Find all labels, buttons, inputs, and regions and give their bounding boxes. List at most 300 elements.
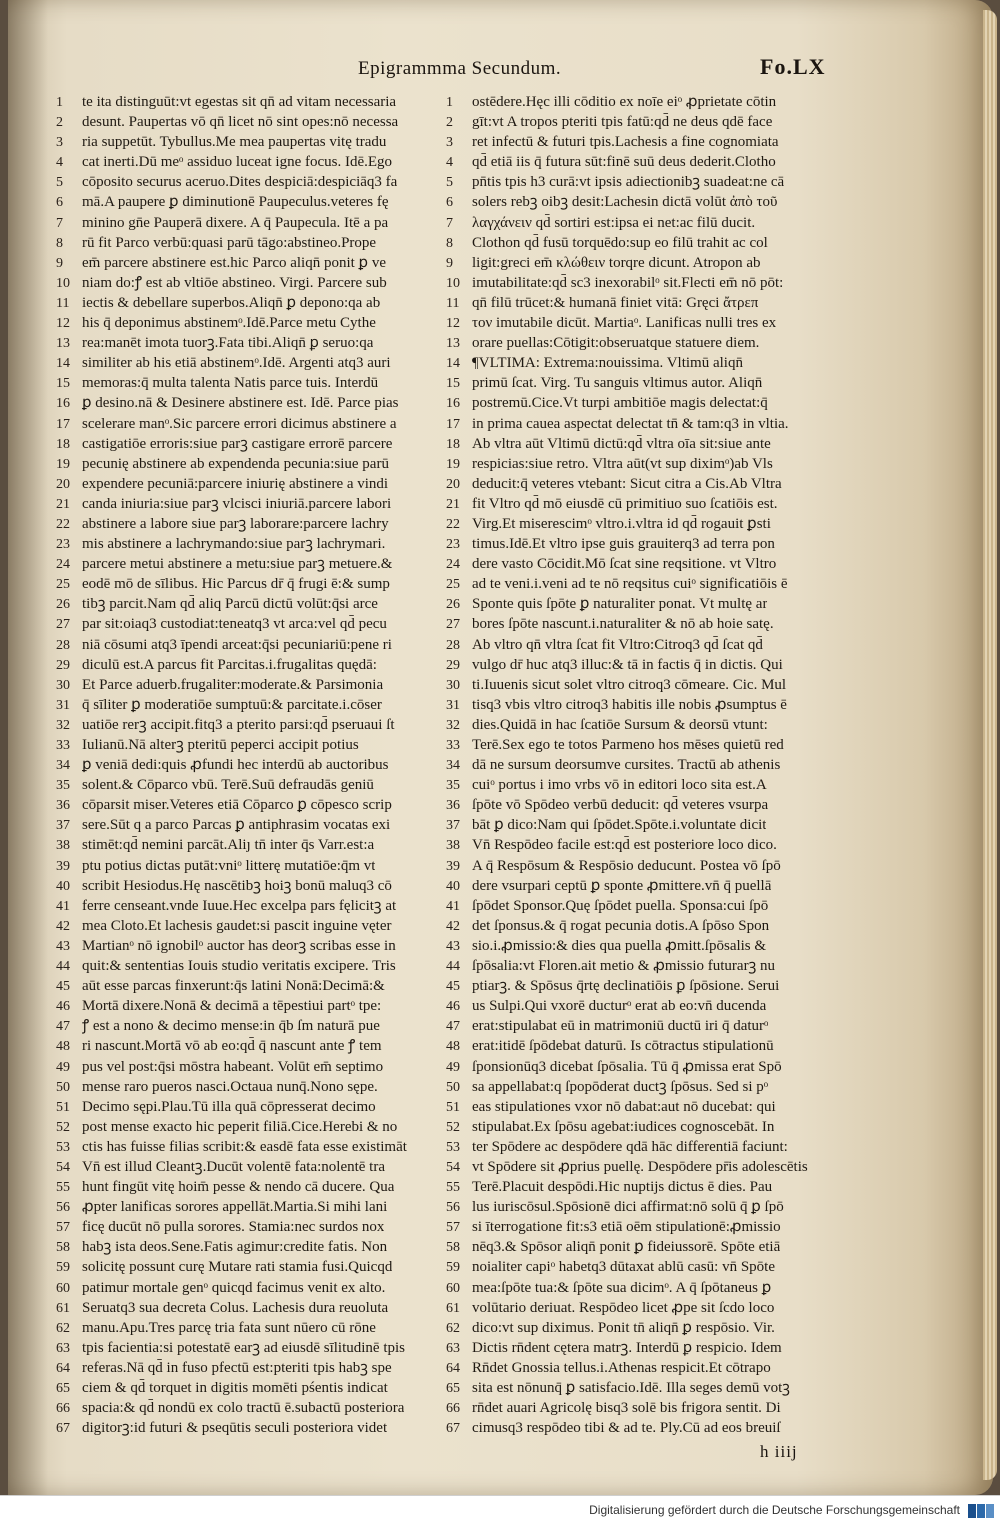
line-number: 61 (56, 1300, 70, 1316)
line-text: fit Vltro qd̄ mō eiusdē cū primitiuo suo ſcatiōis est. (472, 495, 778, 512)
line-text: Virg.Et miserescimᵒ vltro.i.vltra id qd̄ rogauit ꝑsti (472, 515, 771, 532)
text-line (446, 1077, 846, 1097)
text-line (446, 976, 846, 996)
text-line (56, 474, 444, 494)
text-line (56, 1298, 444, 1318)
line-number: 38 (446, 838, 460, 854)
text-line (446, 1157, 846, 1177)
line-number: 36 (56, 798, 70, 814)
text-line (56, 835, 444, 855)
line-number: 12 (446, 316, 460, 332)
text-line (446, 795, 846, 815)
line-text: ꝓpter lanificas sorores appellāt.Martia.Si mihi lani (82, 1199, 388, 1216)
text-line (446, 735, 846, 755)
line-text: Terē.Placuit despōdi.Hic nuptijs dictus ē dies. Pau (472, 1179, 773, 1196)
line-text: ret infectū & futuri tpis.Lachesis a fine cognomiata (472, 134, 779, 151)
line-number: 55 (56, 1180, 70, 1196)
line-text: Sponte quis ſpōte ꝑ naturaliter ponat. Vt multę ar (472, 596, 768, 613)
line-number: 5 (56, 175, 63, 191)
line-number: 8 (446, 235, 453, 251)
text-line (446, 1177, 846, 1197)
text-line (56, 373, 444, 393)
line-text: tibꝫ parcit.Nam qd̄ aliq Parcū dictū volūt:q̄si arce (82, 596, 378, 613)
text-line (446, 1036, 846, 1056)
text-line (446, 896, 846, 916)
line-number: 59 (446, 1260, 460, 1276)
line-text: habꝫ ista deos.Sene.Fatis agimur:credite fatis. Non (82, 1239, 388, 1256)
line-text: bāt ꝑ dico:Nam qui ſpōdet.Spōte.i.voluntate dicit (472, 817, 767, 834)
line-number: 16 (446, 396, 460, 412)
line-number: 2 (446, 115, 453, 131)
line-number: 63 (446, 1340, 460, 1356)
line-number: 30 (56, 677, 70, 693)
text-line (446, 695, 846, 715)
line-number: 23 (446, 537, 460, 553)
text-line (446, 192, 846, 212)
text-line (56, 1016, 444, 1036)
line-text: si īterrogatione fit:s3 etiā oēm stipulationē:ꝓmissio (472, 1219, 781, 1236)
line-number: 4 (56, 155, 63, 171)
text-line (446, 233, 846, 253)
line-text: ciem & qd̄ torquet in digitis momēti pśentis indicat (82, 1380, 388, 1396)
text-line (56, 192, 444, 212)
funding-notice: Digitalisierung gefördert durch die Deutsche Forschungsgemeinschaft (589, 1503, 960, 1517)
line-text: referas.Nā qd̄ in fuso pfectū est:pteriti tpis habꝫ spe (82, 1359, 392, 1376)
line-text: his q̄ deponimus abstinemᵒ.Idē.Parce metu Cythe (82, 315, 376, 332)
text-line (56, 1378, 444, 1398)
line-text: uatiōe rerꝫ accipit.fitq3 a pterito parsi:qd̄ pseruaui ſt (82, 716, 395, 733)
line-text: orare puellas:Cōtigit:obseruatque statuere diem. (472, 335, 760, 352)
text-line (446, 494, 846, 514)
line-text: Dictis rn̄dent cętera matrꝫ. Interdū ꝑ respicio. Idem (472, 1339, 782, 1356)
line-number: 49 (446, 1059, 460, 1075)
line-number: 60 (56, 1280, 70, 1296)
line-text: lus iuriscōsul.Spōsionē dici affirmat:nō solū q̄ ꝑ ſpō (472, 1199, 784, 1216)
line-number: 63 (56, 1340, 70, 1356)
line-number: 28 (56, 637, 70, 653)
line-text: parcere metui abstinere a metu:siue parꝫ metuere.& (82, 556, 393, 573)
line-text: Ab vltro qn̄ vltra ſcat fit Vltro:Citroq3 qd̄ ſcat qd̄ (472, 636, 763, 653)
text-line (56, 152, 444, 172)
line-text: mā.A paupere ꝑ diminutionē Paupeculus.veteres fę (82, 194, 389, 211)
line-text: mense raro pueros nasci.Octaua nunq̄.Nono sępe. (82, 1078, 378, 1095)
text-line (56, 1278, 444, 1298)
line-text: Ab vltra aūt Vltimū dictū:qd̄ vltra oīa sit:siue ante (472, 435, 771, 452)
line-number: 14 (446, 356, 460, 372)
text-line (446, 293, 846, 313)
line-text: scelerare manᵒ.Sic parcere errori dicimus abstinere a (82, 415, 397, 432)
line-number: 38 (56, 838, 70, 854)
line-number: 62 (446, 1320, 460, 1336)
line-number: 48 (56, 1039, 70, 1055)
line-number: 18 (446, 436, 460, 452)
line-number: 26 (56, 597, 70, 613)
line-number: 50 (446, 1079, 460, 1095)
line-number: 43 (56, 938, 70, 954)
text-line (56, 253, 444, 273)
line-text: eodē mō de sīlibus. Hic Parcus dr̄ q̄ frugi ē:& sump (82, 576, 390, 593)
line-text: ptu potius dictas putāt:vniᵒ litterę mutatiōe:q̄m vt (82, 857, 376, 874)
text-line (56, 1418, 444, 1438)
line-text: dā ne sursum deorsumve cursites. Tractū ab athenis (472, 757, 781, 774)
line-text: par sit:oiaq3 custodiat:teneatq3 vt arca:vel qd̄ pecu (82, 616, 387, 633)
text-line (56, 594, 444, 614)
line-text: ferre censeant.vnde Iuue.Hec excelpa pars fęlicitꝫ at (82, 897, 397, 914)
line-text: Clothon qd̄ fusū torquēdo:sup eo filū trahit ac col (472, 234, 768, 251)
line-text: ꝑ desino.nā & Desinere abstinere est. Idē. Parce pias (82, 395, 399, 412)
text-line (446, 1318, 846, 1338)
text-line (56, 1358, 444, 1378)
line-number: 61 (446, 1300, 460, 1316)
line-text: ꝭ est a nono & decimo mense:in q̄b ſm naturā pue (82, 1018, 380, 1035)
line-text: respicias:siue retro. Vltra aūt(vt sup diximᵒ)ab Vls (472, 455, 773, 472)
line-number: 41 (446, 898, 460, 914)
line-number: 18 (56, 436, 70, 452)
line-number: 51 (446, 1099, 460, 1115)
footer-bar (0, 1495, 1000, 1526)
line-text: dico:vt sup diximus. Ponit tn̄ aliqn̄ ꝑ respōsio. Vir. (472, 1319, 775, 1336)
text-line (446, 1378, 846, 1398)
line-number: 45 (446, 979, 460, 995)
line-number: 65 (446, 1381, 460, 1396)
line-number: 50 (56, 1079, 70, 1095)
line-number: 55 (446, 1180, 460, 1196)
line-number: 19 (56, 456, 70, 472)
text-line (56, 92, 444, 112)
line-text: desunt. Paupertas vō qn̄ licet nō sint opes:nō necessa (82, 114, 399, 131)
text-line (446, 92, 846, 112)
line-number: 23 (56, 537, 70, 553)
line-text: λαγχάνειν qd̄ sortiri est:ipsa ei net:ac filū ducit. (472, 214, 756, 231)
text-line (446, 172, 846, 192)
right-text-column (446, 92, 846, 1438)
line-text: mis abstinere a lachrymando:siue parꝫ lachrymari. (82, 536, 386, 553)
line-number: 44 (446, 959, 460, 975)
line-text: tisq3 vbis vltro citroq3 habitis ille nobis ꝓsumptus ē (472, 696, 787, 713)
text-line (446, 1257, 846, 1277)
text-line (56, 132, 444, 152)
text-line (56, 755, 444, 775)
line-text: ri nascunt.Mortā vō ab eo:qd̄ q̄ nascunt ante ꝭ tem (82, 1038, 382, 1055)
text-line (56, 1338, 444, 1358)
text-line (56, 393, 444, 413)
line-number: 9 (56, 255, 63, 271)
text-line (446, 956, 846, 976)
text-line (446, 213, 846, 233)
text-line (446, 715, 846, 735)
line-number: 57 (56, 1220, 70, 1236)
line-number: 10 (56, 275, 70, 291)
line-text: post mense exacto hic peperit filiā.Cice.Herebi & no (82, 1118, 398, 1135)
line-number: 40 (446, 878, 460, 894)
text-line (56, 213, 444, 233)
text-line (56, 353, 444, 373)
text-line (446, 253, 846, 273)
line-number: 34 (56, 758, 70, 774)
text-line (56, 1398, 444, 1418)
line-number: 35 (446, 778, 460, 794)
text-line (56, 695, 444, 715)
text-line (446, 1117, 846, 1137)
line-text: spacia:& qd̄ nondū ex colo tractū ē.subactū posteriora (82, 1400, 405, 1417)
text-line (56, 876, 444, 896)
text-line (446, 554, 846, 574)
text-line (56, 896, 444, 916)
line-number: 25 (56, 577, 70, 593)
line-text: ficę ducūt nō pulla sorores. Stamia:nec surdos nox (82, 1219, 385, 1236)
line-text: rū fit Parco verbū:quasi parū tāgo:abstineo.Prope (82, 234, 377, 251)
line-number: 15 (446, 376, 460, 392)
text-line (56, 1257, 444, 1277)
text-line (446, 132, 846, 152)
line-number: 67 (446, 1421, 460, 1437)
line-number: 13 (56, 336, 70, 352)
line-number: 16 (56, 396, 70, 412)
text-line (446, 112, 846, 132)
text-line (446, 936, 846, 956)
line-text: ligit:greci em̄ κλώθειν torqre dicunt. Atropon ab (472, 254, 761, 271)
line-number: 26 (446, 597, 460, 613)
line-text: pn̄tis tpis h3 curā:vt ipsis adiectionibꝫ suadeat:ne cā (472, 174, 785, 191)
line-text: aūt esse parcas finxerunt:q̄s latini Nonā:Decimā:& (82, 978, 385, 995)
text-line (56, 414, 444, 434)
line-number: 37 (446, 818, 460, 834)
text-line (56, 233, 444, 253)
line-text: solicitę possunt curę Mutare rati stamia fusi.Quicqd (82, 1259, 393, 1276)
line-text: eas stipulationes vxor nō dabat:aut nō ducebat: qui (472, 1098, 776, 1115)
text-line (446, 333, 846, 353)
line-number: 52 (56, 1119, 70, 1135)
line-number: 66 (446, 1401, 460, 1417)
line-number: 30 (446, 677, 460, 693)
text-line (56, 655, 444, 675)
line-text: erat:itidē ſpōdebat daturū. Is cōtractus stipulationū (472, 1038, 774, 1055)
page-edges (983, 10, 997, 1480)
line-text: cat inerti.Dū meᵒ assiduo luceat igne focus. Idē.Ego (82, 154, 393, 171)
text-line (446, 655, 846, 675)
line-number: 66 (56, 1401, 70, 1417)
line-number: 65 (56, 1381, 70, 1396)
line-number: 41 (56, 898, 70, 914)
line-text: vulgo dr̄ huc atq3 illuc:& tā in factis q̄ in dictis. Qui (472, 656, 783, 673)
text-line (446, 876, 846, 896)
text-line (446, 1217, 846, 1237)
text-line (446, 534, 846, 554)
line-number: 58 (56, 1240, 70, 1256)
line-number: 29 (446, 657, 460, 673)
text-line (446, 353, 846, 373)
text-line (446, 916, 846, 936)
line-number: 36 (446, 798, 460, 814)
line-text: ¶VLTIMA: Extrema:nouissima. Vltimū aliqn̄ (472, 355, 743, 372)
text-line (56, 675, 444, 695)
line-number: 37 (56, 818, 70, 834)
line-text: volūtario deriuat. Respōdeo licet ꝓpe sit ſcdo loco (472, 1299, 775, 1316)
left-text-column (56, 92, 444, 1438)
line-text: stimēt:qd̄ nemini parcāt.Aliȷ tn̄ inter q̄s Varr.est:a (82, 837, 375, 854)
line-text: ſpōte vō Spōdeo verbū deducit: qd̄ veteres vsurpa (472, 797, 769, 814)
text-line (56, 976, 444, 996)
text-line (446, 1338, 846, 1358)
line-number: 13 (446, 336, 460, 352)
text-line (446, 996, 846, 1016)
text-line (446, 514, 846, 534)
line-number: 46 (56, 999, 70, 1015)
line-number: 59 (56, 1260, 70, 1276)
text-line (56, 1197, 444, 1217)
line-number: 1 (56, 95, 63, 110)
line-number: 42 (56, 918, 70, 934)
line-text: quit:& sententias Iouis studio veritatis excipere. Tris (82, 958, 396, 975)
line-number: 35 (56, 778, 70, 794)
text-line (446, 1097, 846, 1117)
line-text: ꝑ veniā dedi:quis ꝓfundi hec interdū ab auctoribus (82, 757, 389, 774)
line-number: 5 (446, 175, 453, 191)
line-number: 1 (446, 95, 453, 110)
line-text: deducit:q̄ veteres vtebant: Sicut citra a Cis.Ab Vltra (472, 475, 782, 492)
line-number: 42 (446, 918, 460, 934)
text-line (56, 956, 444, 976)
line-number: 45 (56, 979, 70, 995)
text-line (56, 614, 444, 634)
text-line (56, 996, 444, 1016)
text-line (446, 635, 846, 655)
text-line (56, 534, 444, 554)
line-text: qn̄ filū trūcet:& humanā finiet vitā: Gręci ἄτρεπ (472, 294, 759, 311)
line-text: canda iniuria:siue parꝫ vlcisci iniuriā.parcere labori (82, 495, 392, 512)
book-page (8, 0, 993, 1495)
text-line (446, 393, 846, 413)
text-line (56, 112, 444, 132)
line-text: ti.Iuuenis sicut solet vltro citroq3 cōmeare. Cic. Mul (472, 676, 787, 693)
line-number: 40 (56, 878, 70, 894)
text-line (446, 1137, 846, 1157)
line-text: stipulabat.Ex ſpōsu agebat:iudices cognoscebāt. In (472, 1118, 775, 1135)
line-text: cōparsit miser.Veteres etiā Cōparco ꝑ cōpesco scrip (82, 797, 392, 814)
line-text: sa appellabat:q ſpopōderat ductꝫ ſpōsus. Sed si pᵒ (472, 1078, 769, 1095)
line-number: 28 (446, 637, 460, 653)
line-number: 67 (56, 1421, 70, 1437)
line-text: tpis facientia:si potestatē earꝫ ad eiusdē sīlitudinē tpis (82, 1339, 405, 1356)
text-line (56, 1117, 444, 1137)
text-line (446, 1358, 846, 1378)
text-line (446, 594, 846, 614)
text-line (446, 815, 846, 835)
line-text: vt Spōdere sit ꝓprius puellę. Despōdere pr̄is adolescētis (472, 1158, 808, 1175)
line-number: 64 (446, 1360, 460, 1376)
line-text: cōposito securus aceruo.Dites despiciā:despiciāq3 fa (82, 174, 398, 191)
line-text: ria suppetūt. Tybullus.Me mea paupertas vitę tradu (82, 134, 387, 151)
text-line (446, 373, 846, 393)
line-text: in prima cauea aspectat delectat tn̄ & tam:q3 in vltia. (472, 415, 789, 432)
line-text: qd̄ etiā iis q̄ futura sūt:finē suū deus dederit.Clotho (472, 154, 776, 171)
text-line (446, 152, 846, 172)
line-text: Martianᵒ nō ignobilᵒ auctor has deorꝫ scribas esse in (82, 937, 396, 954)
line-text: dere vsurpari ceptū ꝑ sponte ꝓmittere.vn̄ q̄ puellā (472, 877, 772, 894)
line-text: castigatiōe erroris:siue parꝫ castigare errorē parcere (82, 435, 393, 452)
text-line (56, 1057, 444, 1077)
line-text: primū ſcat. Virg. Tu sanguis vltimus autor. Aliqn̄ (472, 375, 763, 392)
line-number: 33 (446, 738, 460, 753)
line-number: 56 (56, 1200, 70, 1216)
line-number: 56 (446, 1200, 460, 1216)
line-text: postremū.Cice.Vt turpi ambitiōe magis delectat:q̄ (472, 395, 768, 412)
text-line (56, 1217, 444, 1237)
text-line (446, 755, 846, 775)
line-number: 31 (56, 697, 70, 713)
text-line (446, 273, 846, 293)
text-line (56, 795, 444, 815)
line-text: gīt:vt A tropos pteriti tpis fatū:qd̄ ne deus qdē face (472, 114, 773, 131)
line-number: 48 (446, 1039, 460, 1055)
line-text: Iulianū.Nā alterꝫ pteritū peperci accipit potius (82, 737, 359, 753)
line-text: similiter ab his etiā abstinemᵒ.Idē. Argenti atq3 auri (82, 355, 391, 372)
line-number: 10 (446, 275, 460, 291)
dfg-logo-icon (968, 1504, 994, 1518)
line-number: 15 (56, 376, 70, 392)
line-text: expendere pecuniā:parcere iniurię abstinere a vindi (82, 475, 389, 492)
text-line (446, 454, 846, 474)
text-line (446, 835, 846, 855)
line-number: 21 (446, 496, 460, 512)
line-number: 47 (56, 1019, 70, 1035)
text-line (56, 815, 444, 835)
line-text: memoras:q̄ multa talenta Natis parce tuis. Interdū (82, 375, 379, 392)
text-line (446, 313, 846, 333)
text-line (56, 333, 444, 353)
line-number: 14 (56, 356, 70, 372)
line-text: det ſponsus.& q̄ rogat pecunia dotis.A ſpōso Spon (472, 917, 770, 934)
line-number: 29 (56, 657, 70, 673)
page-gutter (8, 0, 48, 1495)
line-text: abstinere a labore siue parꝫ laborare:parcere lachry (82, 515, 389, 532)
line-text: nēq3.& Spōsor aliqn̄ ponit ꝑ fideiussorē. Spōte etiā (472, 1239, 781, 1256)
line-number: 24 (56, 557, 70, 573)
line-text: pus vel post:q̄si mōstra habeant. Volūt em̄ septimo (82, 1058, 384, 1075)
line-number: 8 (56, 235, 63, 251)
line-text: em̄ parcere abstinere est.hic Parco aliqn̄ ponit ꝑ ve (82, 254, 386, 271)
line-text: ad te veni.i.veni ad te nō reqsitus cuiᵒ significatiōis ē (472, 576, 788, 593)
text-line (56, 775, 444, 795)
line-number: 11 (446, 295, 460, 311)
text-line (56, 1177, 444, 1197)
line-text: diculū est.A parcus fit Parcitas.i.frugalitas quędā: (82, 656, 377, 673)
text-line (56, 1137, 444, 1157)
line-number: 46 (446, 999, 460, 1015)
text-line (56, 1036, 444, 1056)
line-text: dies.Quidā in hac ſcatiōe Sursum & deorsū vtunt: (472, 716, 768, 733)
text-line (446, 1298, 846, 1318)
line-text: Seruatq3 sua decreta Colus. Lachesis dura reuoluta (82, 1299, 389, 1316)
line-number: 7 (446, 215, 453, 231)
text-line (446, 775, 846, 795)
text-line (56, 1077, 444, 1097)
text-line (446, 474, 846, 494)
line-text: minino gn̄e Pauperā dixere. A q̄ Paupecula. Itē a pa (82, 214, 389, 231)
line-number: 33 (56, 738, 70, 753)
line-text: Mortā dixere.Nonā & decimā a tēpestiui partᵒ tpe: (82, 998, 382, 1015)
line-number: 6 (56, 195, 63, 211)
line-number: 53 (446, 1139, 460, 1155)
line-number: 57 (446, 1220, 460, 1236)
text-line (56, 936, 444, 956)
text-line (446, 675, 846, 695)
line-text: imutabilitate:qd̄ sc3 inexorabilᵒ sit.Flecti em̄ nō pōt: (472, 274, 784, 291)
line-text: A q̄ Respōsum & Respōsio deducunt. Postea vō ſpō (472, 857, 781, 874)
line-text: niā cōsumi atq3 īpendi arceat:q̄si pecuniariū:pene ri (82, 636, 392, 653)
line-text: solent.& Cōparco vbū. Terē.Suū defraudās geniū (82, 777, 374, 794)
line-number: 32 (56, 717, 70, 733)
